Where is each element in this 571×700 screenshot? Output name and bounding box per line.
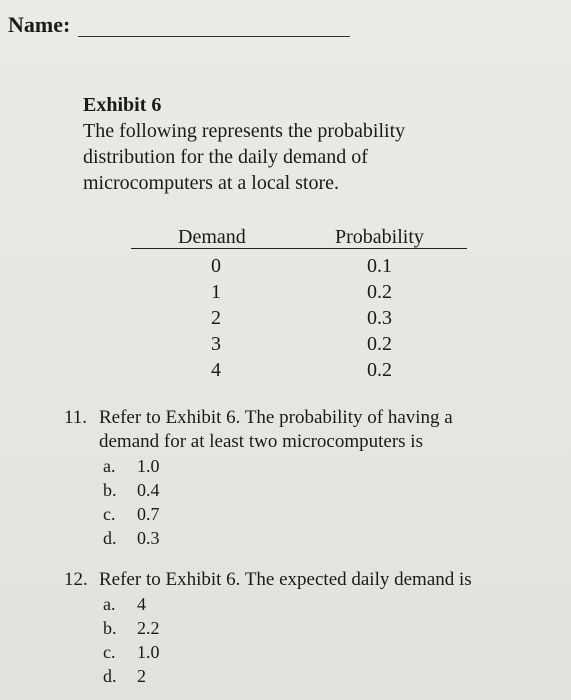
- table-cell-probability: 0.3: [367, 307, 392, 329]
- exhibit-title: Exhibit 6: [83, 94, 162, 116]
- option-letter: d.: [103, 666, 117, 686]
- question-12-option-c: [103, 640, 160, 664]
- question-12-text-line1: Refer to Exhibit 6. The expected daily demand is: [99, 569, 472, 590]
- option-text: 1.0: [137, 456, 160, 476]
- option-text: 4: [137, 594, 146, 614]
- question-12-number: 12.: [64, 569, 88, 590]
- table-header-probability: Probability: [335, 226, 424, 248]
- table-cell-probability: 0.2: [367, 359, 392, 381]
- question-11-option-c: [103, 502, 160, 526]
- option-letter: b.: [103, 618, 117, 638]
- table-cell-probability: 0.1: [367, 255, 392, 277]
- option-text: 2.2: [137, 618, 160, 638]
- option-letter: c.: [103, 504, 116, 524]
- table-cell-probability: 0.2: [367, 281, 392, 303]
- question-11-text-line2: demand for at least two microcomputers is: [99, 431, 423, 452]
- option-text: 0.7: [137, 504, 160, 524]
- option-letter: c.: [103, 642, 116, 662]
- table-cell-demand: 0: [211, 255, 221, 277]
- question-12-option-d: [103, 664, 146, 688]
- question-11-text-line1: Refer to Exhibit 6. The probability of having a: [99, 407, 453, 428]
- table-cell-demand: 4: [211, 359, 221, 381]
- option-letter: d.: [103, 528, 117, 548]
- name-underline: [78, 36, 350, 37]
- table-cell-demand: 2: [211, 307, 221, 329]
- option-text: 2: [137, 666, 146, 686]
- question-11-option-b: [103, 478, 160, 502]
- name-label: Name:: [8, 12, 71, 37]
- option-text: 0.4: [137, 480, 160, 500]
- exhibit-description: The following represents the probability distribution for the daily demand of microcomputers at a local store.: [83, 120, 406, 194]
- table-header-demand: Demand: [178, 226, 246, 248]
- option-text: 0.3: [137, 528, 160, 548]
- option-letter: b.: [103, 480, 117, 500]
- question-11-option-d: [103, 526, 160, 550]
- table-cell-probability: 0.2: [367, 333, 392, 355]
- question-12-option-b: [103, 616, 160, 640]
- question-12-option-a: [103, 592, 146, 616]
- table-cell-demand: 3: [211, 333, 221, 355]
- option-letter: a.: [103, 456, 116, 476]
- table-header-rule: [131, 248, 467, 249]
- option-text: 1.0: [137, 642, 160, 662]
- question-11-number: 11.: [64, 407, 88, 428]
- option-letter: a.: [103, 594, 116, 614]
- table-cell-demand: 1: [211, 281, 221, 303]
- question-11-option-a: [103, 454, 160, 478]
